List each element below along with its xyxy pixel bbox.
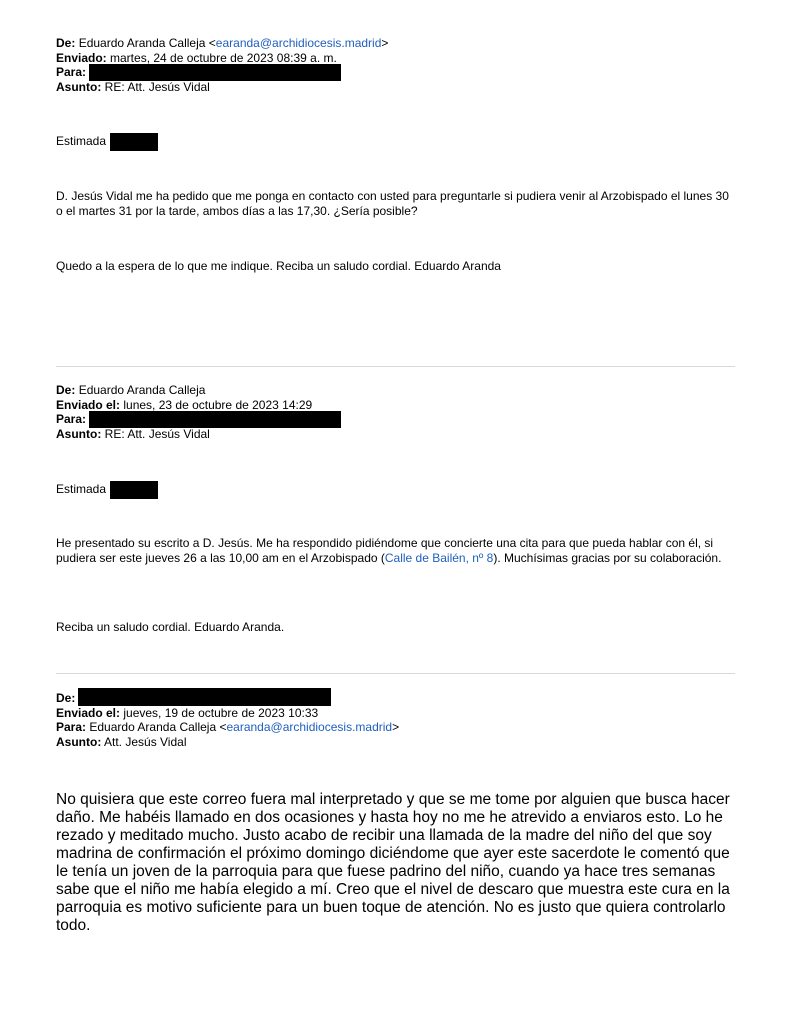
from-name: Eduardo Aranda Calleja xyxy=(78,36,206,50)
email3-header xyxy=(56,691,399,749)
from-name: Eduardo Aranda Calleja xyxy=(78,383,206,397)
subject-label: Asunto: xyxy=(56,734,102,749)
email2-from-row xyxy=(56,383,312,398)
to-label: Para: xyxy=(56,412,87,426)
to-label: Para: xyxy=(56,65,87,79)
greeting-text: Estimada xyxy=(56,482,107,496)
sent-label: Enviado: xyxy=(56,50,107,65)
email1-sent-row xyxy=(56,51,388,66)
paragraph-text: He presentado su escrito a D. Jesús. Me ha respondido pidiéndome que concierte una cita para que pueda hablar con él, si pudiera ser este jueves 26 a las 10,00 am en el Arzobispado ( xyxy=(56,536,714,565)
email2-greeting xyxy=(56,482,106,497)
email2-header xyxy=(56,383,312,441)
email2-paragraph-1 xyxy=(56,536,741,566)
redaction-bar xyxy=(110,481,158,499)
email3-sent-row xyxy=(56,706,399,721)
address-link[interactable]: Calle de Bailén, nº 8 xyxy=(384,551,494,565)
email2-sent-row xyxy=(56,398,312,413)
email3-from-row xyxy=(56,691,399,706)
sent-value: martes, 24 de octubre de 2023 08:39 a. m. xyxy=(110,50,337,65)
email1-subject-row xyxy=(56,80,388,95)
to-email-link[interactable]: earanda@archidiocesis.madrid xyxy=(226,720,393,734)
redaction-bar xyxy=(78,688,331,706)
email1-from-row: De: Eduardo Aranda Calleja <earanda@archidiocesis.madrid> xyxy=(56,36,389,50)
subject-value: Att. Jesús Vidal xyxy=(104,734,187,749)
email2-paragraph-2: Reciba un saludo cordial. Eduardo Aranda. xyxy=(56,620,285,634)
separator-line xyxy=(56,673,735,674)
sent-label: Enviado el: xyxy=(56,705,121,720)
paragraph-text: ). Muchísimas gracias por su colaboración. xyxy=(493,551,722,565)
subject-value: RE: Att. Jesús Vidal xyxy=(104,426,210,441)
to-label: Para: xyxy=(56,720,87,734)
email2-subject-row xyxy=(56,427,312,442)
sent-value: jueves, 19 de octubre de 2023 10:33 xyxy=(123,705,319,720)
from-label: De: xyxy=(56,691,76,705)
email3-subject-row xyxy=(56,735,399,750)
subject-label: Asunto: xyxy=(56,426,102,441)
to-name: Eduardo Aranda Calleja xyxy=(89,720,217,734)
email3-body: No quisiera que este correo fuera mal interpretado y que se me tome por alguien que busca hacer daño. Me habéis llamado en dos ocasiones y hasta hoy no me he atrevido a enviaros esto. Lo he rezado y meditado mucho. Justo acabo de recibir una llamada de la madre del niño del que soy madrina de confirmación el próximo domingo diciéndome que ayer este sacerdote le comentó que le tenía un joven de la parroquia para que fuese padrino del niño, cuando ya hace tres semanas sabe que el niño me había elegido a mí. Creo que el nivel de descaro que muestra este cura en la parroquia es motivo suficiente para un buen toque de atención. No es justo que quiera controlarlo todo. xyxy=(56,791,730,934)
email1-paragraph-2: Quedo a la espera de lo que me indique. Reciba un saludo cordial. Eduardo Aranda xyxy=(56,259,501,273)
separator-line xyxy=(56,366,735,367)
from-label: De: xyxy=(56,383,76,397)
from-label: De: xyxy=(56,36,76,50)
greeting-text: Estimada xyxy=(56,134,107,148)
redaction-bar xyxy=(89,411,341,428)
email1-paragraph-1: D. Jesús Vidal me ha pedido que me ponga en contacto con usted para preguntarle si pudiera venir al Arzobispado el lunes 30 o el martes 31 por la tarde, ambos días a las 17,30. ¿Sería posible? xyxy=(56,189,729,218)
redaction-bar xyxy=(89,64,341,81)
email1-header xyxy=(56,36,388,94)
redaction-bar xyxy=(110,133,158,151)
email3-to-row: Para: Eduardo Aranda Calleja <earanda@archidiocesis.madrid> xyxy=(56,720,400,734)
email1-greeting xyxy=(56,134,106,149)
from-email-link[interactable]: earanda@archidiocesis.madrid xyxy=(215,36,382,50)
subject-label: Asunto: xyxy=(56,79,102,94)
sent-value: lunes, 23 de octubre de 2023 14:29 xyxy=(123,397,313,412)
email1-to-row xyxy=(56,65,388,80)
subject-value: RE: Att. Jesús Vidal xyxy=(104,79,210,94)
sent-label: Enviado el: xyxy=(56,397,121,412)
email2-to-row xyxy=(56,412,312,427)
